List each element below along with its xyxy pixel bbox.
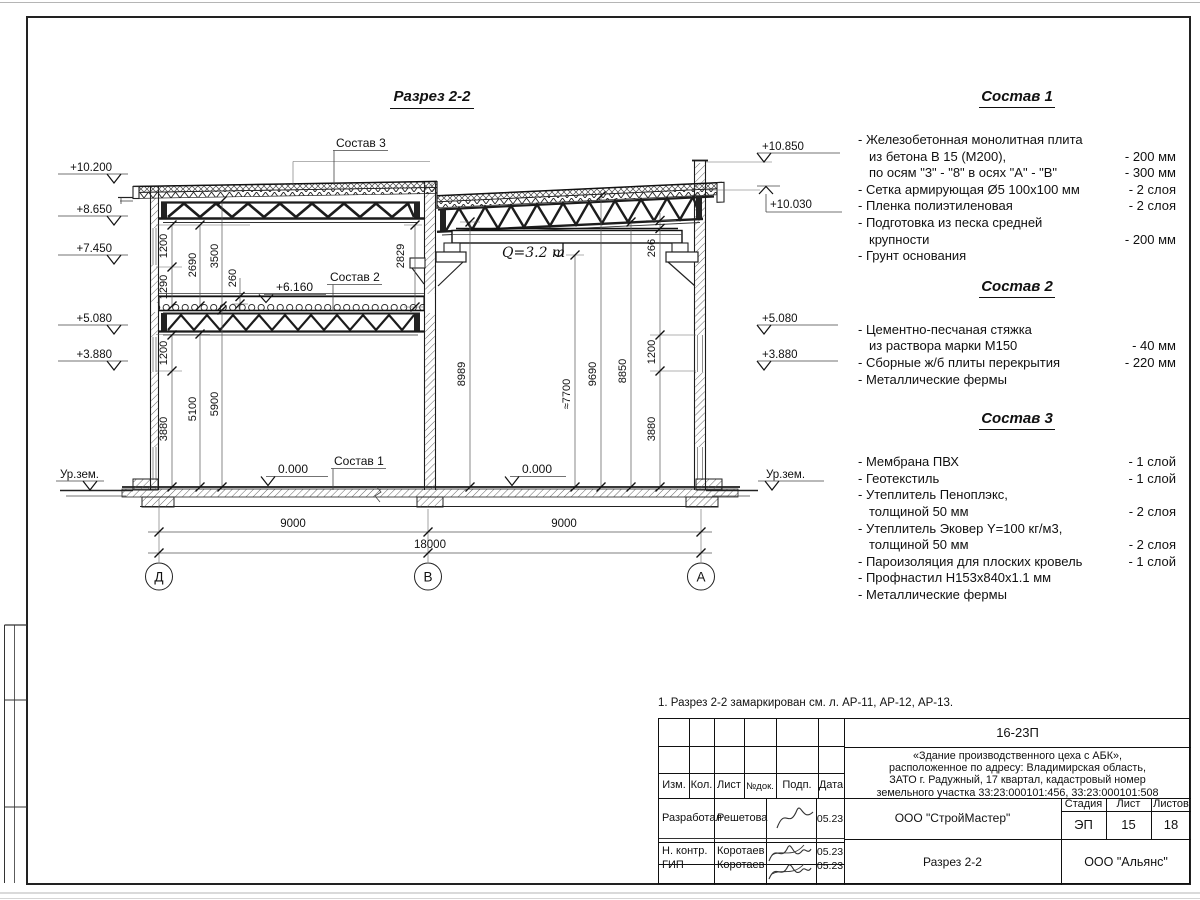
crane-capacity-label: Q=3.2 т	[502, 245, 566, 261]
sheet-value: 15	[1121, 817, 1136, 832]
spec1-rows	[858, 132, 1176, 265]
row-name: Коротаев	[717, 845, 765, 857]
spec-row: - Геотекстиль - 1 слой	[858, 470, 1176, 486]
col-podp: Подп.	[782, 779, 812, 791]
sheets-header: Листов	[1153, 798, 1189, 810]
spec-lists	[858, 88, 1176, 616]
bottom-dimensions	[146, 518, 715, 590]
axis-bubble-v: В	[423, 569, 433, 585]
col-kol: Кол.	[690, 779, 713, 791]
spec-row: - Металлические фермы	[858, 371, 1007, 387]
spec-row: - Цементно-песчаная стяжка	[858, 321, 1032, 337]
sheets-value: 18	[1163, 817, 1179, 832]
right-roof	[437, 181, 724, 209]
spec-row: - Сетка армирующая Ø5 100х100 мм - 2 слоя	[858, 181, 1176, 197]
elevation-marks-right	[757, 141, 842, 490]
spec-row: - Мембрана ПВХ - 1 слой	[858, 454, 1176, 470]
dim-7700: ≈7700	[561, 378, 573, 410]
spec-row: - Профнастил Н153х840х1.1 мм	[858, 570, 1052, 586]
col-izm: Изм.	[662, 779, 686, 791]
dim-2829: 2829	[395, 243, 407, 269]
spec-row: - Подготовка из песка средней	[858, 214, 1043, 230]
spec-row: из раствора марки М150 - 40 мм	[869, 338, 1176, 354]
dim-3880-left: 3880	[158, 416, 170, 442]
row-date: 05.23	[816, 860, 844, 872]
drawing-title: Разрез 2-2	[386, 88, 478, 109]
dim-266: 266	[646, 238, 658, 258]
spec3-rows	[858, 454, 1176, 603]
left-wall	[151, 186, 159, 490]
dim-span2: 9000	[551, 518, 577, 530]
org-name: ООО "СтройМастер"	[894, 811, 1011, 825]
signature	[764, 859, 814, 885]
elev-10030: +10.030	[770, 199, 812, 211]
elev-5080-right: +5.080	[762, 313, 798, 325]
dim-2690: 2690	[187, 252, 199, 278]
zero-level-right: 0.000	[522, 462, 553, 476]
dim-total: 18000	[414, 539, 446, 551]
row-role: Разработал	[662, 812, 722, 824]
object-line: земельного участка 33:23:000101:456, 33:23:000101:508	[876, 786, 1159, 799]
left-roof	[118, 181, 437, 204]
row-role: Н. контр.	[662, 845, 708, 857]
dim-8989: 8989	[456, 361, 468, 387]
row-date: 05.23	[816, 813, 844, 825]
spec-row: - Железобетонная монолитная плита	[858, 132, 1083, 147]
stage-value: ЭП	[1074, 817, 1093, 832]
spec-row: - Грунт основания	[858, 248, 967, 264]
project-code: 16-23П	[996, 725, 1039, 740]
spec1-title: Состав 1	[858, 88, 1176, 108]
dim-1200-lower: 1200	[158, 340, 170, 366]
spec-row: из бетона В 15 (М200), - 200 мм	[869, 148, 1176, 164]
spec-row: - Пленка полиэтиленовая - 2 слоя	[858, 198, 1176, 214]
floor2-level: +6.160	[276, 280, 314, 294]
elev-10850: +10.850	[762, 141, 804, 153]
dim-1290: 1290	[158, 274, 170, 300]
ground-level-left: Ур.зем.	[59, 469, 99, 481]
object-line: «Здание производственного цеха с АБК»,	[912, 750, 1123, 762]
dim-5100: 5100	[187, 396, 199, 422]
elev-8650: +8.650	[76, 204, 112, 216]
dimension-texts	[158, 234, 658, 441]
dim-5900: 5900	[209, 391, 221, 417]
dim-1200-right: 1200	[646, 339, 658, 365]
spec-row: толщиной 50 мм - 2 слоя	[869, 503, 1176, 519]
stage-header: Стадия	[1064, 798, 1103, 810]
spec-row: крупности - 200 мм	[869, 231, 1176, 247]
org2-name: ООО "Альянс"	[1084, 855, 1168, 869]
ground-slab	[60, 479, 758, 507]
elev-3880-left: +3.880	[76, 349, 112, 361]
dim-9690: 9690	[587, 361, 599, 387]
middle-column	[410, 182, 436, 491]
row-role: ГИП	[662, 859, 684, 871]
callout-sostav2: Состав 2	[330, 270, 380, 284]
elev-10200: +10.200	[70, 162, 112, 174]
elev-3880-right: +3.880	[762, 349, 798, 361]
project-object	[849, 750, 1186, 799]
col-ndok: №док.	[746, 781, 774, 792]
object-line: ЗАТО г. Радужный, 17 квартал, кадастровый номер	[889, 774, 1146, 787]
elev-7450: +7.450	[76, 243, 112, 255]
left-edge-stamp	[5, 625, 28, 883]
extension-lines	[156, 162, 772, 563]
zero-level-left: 0.000	[278, 462, 309, 476]
spec2-title: Состав 2	[858, 278, 1176, 298]
dim-span1: 9000	[280, 518, 306, 530]
col-data: Дата	[818, 779, 844, 791]
dim-1200-upper: 1200	[158, 233, 170, 259]
ground-level-right: Ур.зем.	[766, 469, 806, 481]
sheet-header: Лист	[1116, 798, 1141, 810]
spec-row: по осям "3" - "8" в осях "А" - "В" - 300 мм	[869, 165, 1176, 181]
elev-5080-left: +5.080	[76, 313, 112, 325]
row-date: 05.23	[816, 846, 844, 858]
row-name: Решетова	[717, 812, 768, 824]
row-name: Коротаев	[717, 859, 765, 871]
spec-row: - Утеплитель Пеноплэкс,	[858, 487, 1008, 503]
dim-3880-right: 3880	[646, 416, 658, 442]
spec-row: - Сборные ж/б плиты перекрытия - 220 мм	[858, 354, 1176, 370]
col-list: Лист	[717, 779, 741, 791]
left-roof-truss	[158, 202, 424, 223]
title-block	[658, 718, 1190, 884]
spec2-rows	[858, 322, 1176, 388]
spec-row: - Металлические фермы	[858, 586, 1007, 602]
signature	[771, 802, 817, 836]
object-line: расположенное по адресу: Владимирская область,	[889, 762, 1146, 775]
spec-row: - Утеплитель Эковер Y=100 кг/м3,	[858, 520, 1063, 536]
dim-260: 260	[227, 268, 239, 288]
doc-title: Разрез 2-2	[923, 855, 982, 869]
dim-8850: 8850	[617, 358, 629, 384]
floor-truss	[158, 313, 424, 335]
axis-bubble-d: Д	[154, 569, 164, 585]
crane-beam	[436, 229, 698, 287]
spec-row: - Пароизоляция для плоских кровель - 1 слой	[858, 553, 1176, 569]
callout-sostav1: Состав 1	[334, 454, 384, 468]
sheet-note: 1. Разрез 2-2 замаркирован см. л. АР-11, АР-12, АР-13.	[658, 697, 954, 709]
axis-bubble-a: А	[696, 569, 706, 585]
spec-row: толщиной 50 мм - 2 слоя	[869, 537, 1176, 553]
elevation-marks-left	[56, 162, 128, 490]
spec3-title: Состав 3	[858, 410, 1176, 430]
dim-3500: 3500	[209, 243, 221, 269]
callout-sostav3: Состав 3	[336, 136, 386, 150]
